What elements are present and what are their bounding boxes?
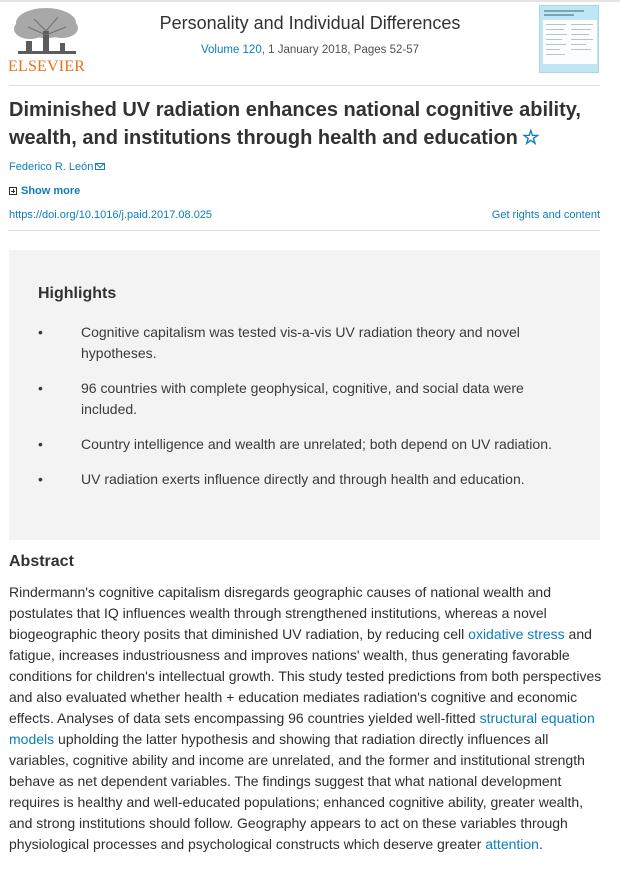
envelope-icon[interactable] xyxy=(95,163,105,170)
issue-details: , 1 January 2018, Pages 52-57 xyxy=(261,44,420,56)
highlights-heading: Highlights xyxy=(38,285,117,302)
bullet: • xyxy=(38,471,43,487)
author-link[interactable] xyxy=(9,161,105,173)
abstract-part: and fatigue, increases industriousness and improves nations' wealth, thus generating favorable conditions for children's intellectual growth. This study tested predictions from both perspectives and also evaluated whether health + education mediates radiation's cognitive and economic effects. Analyses of data sets encompassing 96 countries yielded well-fitted xyxy=(9,626,602,726)
oxidative-stress-link[interactable]: oxidative stress xyxy=(468,626,565,642)
structural-equation-models-link[interactable]: structural equation models xyxy=(9,710,595,747)
abstract-part: . xyxy=(538,836,543,852)
get-rights-link[interactable]: Get rights and content xyxy=(491,209,600,221)
abstract-text xyxy=(9,582,604,855)
star-outline-icon[interactable]: ☆ xyxy=(521,127,540,149)
article-header xyxy=(0,0,620,84)
doi-divider xyxy=(9,230,600,231)
journal-issue-info xyxy=(120,44,500,56)
volume-link[interactable]: Volume 120 xyxy=(200,44,262,56)
bullet: • xyxy=(38,436,43,452)
highlight-text: 96 countries with complete geophysical, cognitive, and social data were included. xyxy=(81,380,524,417)
highlight-item xyxy=(9,434,600,455)
article-title-text: Diminished UV radiation enhances national cognitive ability, wealth, and institutions through health and education xyxy=(9,99,581,149)
header-divider xyxy=(9,85,600,86)
elsevier-logo[interactable] xyxy=(8,5,84,75)
show-more-label: Show more xyxy=(21,185,81,197)
article-title xyxy=(9,96,604,152)
highlight-item xyxy=(9,322,600,364)
plus-box-icon xyxy=(9,187,17,195)
highlight-text: Cognitive capitalism was tested vis-a-vis UV radiation theory and novel hypotheses. xyxy=(81,324,520,361)
abstract-part: Rindermann's cognitive capitalism disregards geographic causes of national wealth and postulates that IQ influences wealth through strengthened institutions, whereas a novel biogeographic theory posits that diminished UV radiation, by reducing cell xyxy=(9,584,551,642)
abstract-part: upholding the latter hypothesis and showing that radiation directly influences all variables, cognitive ability and income are unrelated, and the former and institutional strength behave as net dependent variables. The findings suggest that what national development requires is healthy and well-educated populations; enhanced cognitive ability, greater wealth, and strong institutions should follow. Geography appears to act on these variables through physiological processes and psychological constructs which deserve greater xyxy=(9,731,585,852)
highlights-list xyxy=(9,322,600,504)
doi-link[interactable]: https://doi.org/10.1016/j.paid.2017.08.025 xyxy=(9,209,213,221)
highlights-section xyxy=(9,250,600,540)
highlight-item xyxy=(9,378,600,420)
top-divider xyxy=(0,0,620,2)
journal-cover-thumbnail[interactable] xyxy=(539,5,599,73)
logo-wordmark: ELSEVIER xyxy=(8,58,86,75)
show-more-button[interactable] xyxy=(9,185,80,197)
author-name[interactable]: Federico R. León xyxy=(9,161,94,173)
highlight-text: Country intelligence and wealth are unrelated; both depend on UV radiation. xyxy=(81,436,552,452)
highlight-item xyxy=(9,469,600,490)
bullet: • xyxy=(38,324,43,340)
abstract-heading: Abstract xyxy=(9,553,74,570)
cover-contents-panel xyxy=(543,20,597,64)
highlight-text: UV radiation exerts influence directly and through health and education. xyxy=(81,471,525,487)
journal-title[interactable]: Personality and Individual Differences xyxy=(159,13,461,33)
bullet: • xyxy=(38,380,43,396)
tree-logo-icon xyxy=(8,5,84,59)
attention-link[interactable]: attention xyxy=(485,836,539,852)
